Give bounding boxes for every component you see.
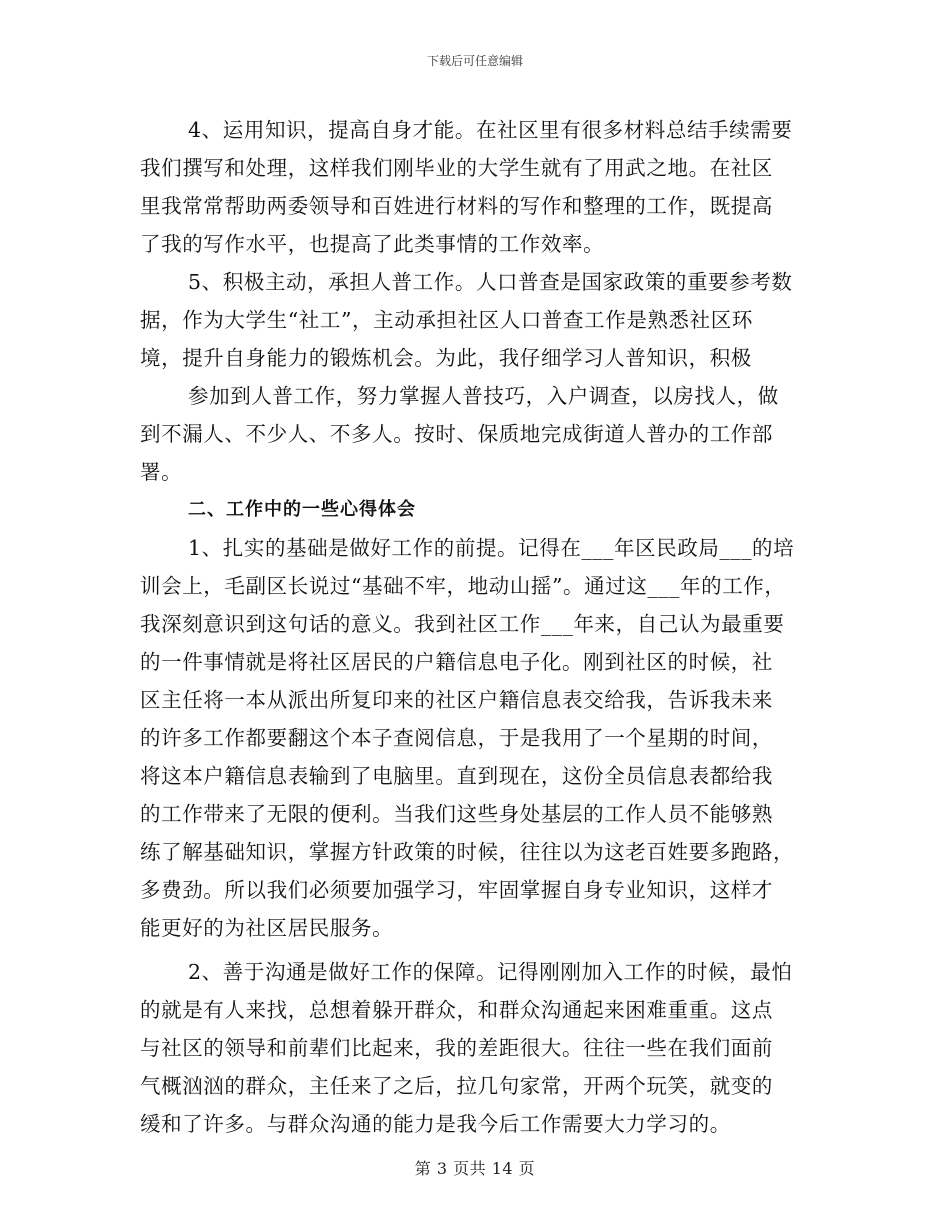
paragraph-line: 1、扎实的基础是做好工作的前提。记得在___年区民政局___的培 xyxy=(188,536,795,560)
paragraph-line: 了我的写作水平，也提高了此类事情的工作效率。 xyxy=(140,232,605,256)
paragraph-line: 署。 xyxy=(140,460,183,484)
paragraph-line: 的工作带来了无限的便利。当我们这些身处基层的工作人员不能够熟 xyxy=(140,802,773,826)
paragraph-line: 2、善于沟通是做好工作的保障。记得刚刚加入工作的时候，最怕 xyxy=(188,960,793,984)
document-body xyxy=(140,113,816,1145)
paragraph-line: 训会上，毛副区长说过“基础不牢，地动山摇”。通过这___年的工作， xyxy=(140,574,786,598)
paragraph-line: 境，提升自身能力的锻炼机会。为此，我仔细学习人普知识，积极 xyxy=(140,346,752,370)
page-header: 下载后可任意编辑 xyxy=(426,54,523,68)
paragraph-line: 气概汹汹的群众，主任来了之后，拉几句家常，开两个玩笑，就变的 xyxy=(140,1074,773,1098)
paragraph-line: 的一件事情就是将社区居民的户籍信息电子化。刚到社区的时候，社 xyxy=(140,650,773,674)
paragraph-line: 据，作为大学生“社工”，主动承担社区人口普查工作是熟悉社区环 xyxy=(140,308,753,332)
paragraph-line: 5、积极主动，承担人普工作。人口普查是国家政策的重要参考数 xyxy=(188,270,793,294)
paragraph-line: 的许多工作都要翻这个本子查阅信息，于是我用了一个星期的时间， xyxy=(140,726,773,750)
paragraph-line: 与社区的领导和前辈们比起来，我的差距很大。往往一些在我们面前 xyxy=(140,1036,773,1060)
paragraph-line: 的就是有人来找，总想着躲开群众，和群众沟通起来困难重重。这点 xyxy=(140,998,773,1022)
paragraph-line: 到不漏人、不少人、不多人。按时、保质地完成街道人普办的工作部 xyxy=(140,422,773,446)
paragraph-line: 4、运用知识，提高自身才能。在社区里有很多材料总结手续需要 xyxy=(188,118,793,142)
page-footer: 第 3 页共 14 页 xyxy=(414,1159,536,1178)
paragraph-line: 多费劲。所以我们必须要加强学习，牢固掌握自身专业知识，这样才 xyxy=(140,878,773,902)
paragraph-line: 能更好的为社区居民服务。 xyxy=(140,916,394,940)
paragraph-line: 里我常常帮助两委领导和百姓进行材料的写作和整理的工作，既提高 xyxy=(140,194,773,218)
paragraph-line: 缓和了许多。与群众沟通的能力是我今后工作需要大力学习的。 xyxy=(140,1112,731,1136)
paragraph-line: 我们撰写和处理，这样我们刚毕业的大学生就有了用武之地。在社区 xyxy=(140,156,773,180)
paragraph-line: 参加到人普工作，努力掌握人普技巧，入户调查，以房找人，做 xyxy=(188,384,779,408)
paragraph-line: 将这本户籍信息表输到了电脑里。直到现在，这份全员信息表都给我 xyxy=(140,764,773,788)
section-heading: 二、工作中的一些心得体会 xyxy=(188,499,416,520)
paragraph-line: 区主任将一本从派出所复印来的社区户籍信息表交给我，告诉我未来 xyxy=(140,688,773,712)
paragraph-line: 练了解基础知识，掌握方针政策的时候，往往以为这老百姓要多跑路， xyxy=(140,840,795,864)
paragraph-line: 我深刻意识到这句话的意义。我到社区工作___年来，自己认为最重要 xyxy=(140,612,785,636)
